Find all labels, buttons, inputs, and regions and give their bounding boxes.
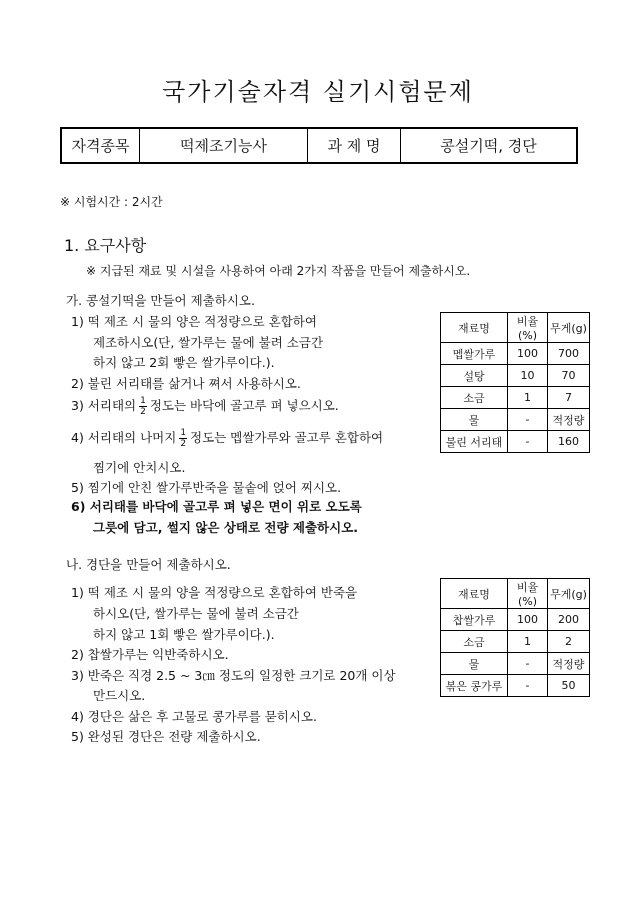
fraction-denominator: 2 <box>180 439 187 449</box>
part-a-item-4-pre: 4) 서리태의 나머지 <box>71 430 177 445</box>
table-cell: 멥쌀가루 <box>441 343 508 365</box>
fraction-numerator: 1 <box>140 396 146 406</box>
fraction-half <box>139 396 147 417</box>
part-b-item-3: 3) 반죽은 직경 2.5 ~ 3㎝ 정도의 일정한 크기로 20개 이상 <box>71 668 396 683</box>
part-b-item-1: 1) 떡 제조 시 물의 양을 적정량으로 혼합하여 반죽을 <box>71 585 358 600</box>
table-cell: 160 <box>548 431 590 453</box>
part-a-item-5: 5) 찜기에 안친 쌀가루반죽을 물솥에 얹어 찌시오. <box>71 480 342 495</box>
table-cell: 볶은 콩가루 <box>441 675 508 697</box>
table-header: 비율(%) <box>508 579 548 609</box>
table-cell: 200 <box>548 609 590 631</box>
table-row <box>441 343 590 365</box>
part-a-item-6: 6) 서리태를 바닥에 골고루 펴 넣은 면이 위로 오도록 <box>71 499 362 514</box>
table-row <box>441 675 590 697</box>
fraction-denominator: 2 <box>140 407 146 417</box>
table-row <box>441 653 590 675</box>
part-a-item-2: 2) 불린 서리태를 삶거나 쪄서 사용하시오. <box>71 376 301 391</box>
table-cell: 소금 <box>441 631 508 653</box>
table-cell: - <box>508 675 548 697</box>
part-a-item-3 <box>71 396 339 417</box>
part-b-item-1-cont: 하시오(단, 쌀가루는 물에 불려 소금간 <box>93 606 299 621</box>
part-a-item-1: 1) 떡 제조 시 물의 양은 적정량으로 혼합하여 <box>71 314 317 329</box>
table-cell: 7 <box>548 387 590 409</box>
table-cell: 물 <box>441 409 508 431</box>
part-a-item-1-cont2: 하지 않고 2회 빻은 쌀가루이다.). <box>93 355 275 370</box>
info-value-qualification: 떡제조기능사 <box>140 128 308 163</box>
table-cell: 2 <box>548 631 590 653</box>
table-cell: 불린 서리태 <box>441 431 508 453</box>
part-b-heading: 나. 경단을 만들어 제출하시오. <box>66 557 231 572</box>
table-header: 재료명 <box>441 579 508 609</box>
table-cell: 50 <box>548 675 590 697</box>
exam-info-table <box>60 127 578 164</box>
table-cell: 찹쌀가루 <box>441 609 508 631</box>
part-b-item-5: 5) 완성된 경단은 전량 제출하시오. <box>71 729 261 744</box>
part-b-item-2: 2) 찹쌀가루는 익반죽하시오. <box>71 647 229 662</box>
part-a-item-4-cont: 찜기에 안치시오. <box>93 460 186 475</box>
table-row <box>441 409 590 431</box>
table-cell: 설탕 <box>441 365 508 387</box>
table-cell: 1 <box>508 631 548 653</box>
requirements-heading: 1. 요구사항 <box>64 236 147 255</box>
fraction-half <box>179 428 187 449</box>
part-a-item-4-post: 정도는 멥쌀가루와 골고루 혼합하여 <box>190 430 384 445</box>
table-cell: - <box>508 409 548 431</box>
part-b-item-1-cont2: 하지 않고 1회 빻은 쌀가루이다.). <box>93 627 275 642</box>
requirements-note: ※ 지급된 재료 및 시설을 사용하여 아래 2가지 작품을 만들어 제출하시오. <box>86 264 471 278</box>
table-cell: 물 <box>441 653 508 675</box>
fraction-numerator: 1 <box>180 428 187 438</box>
page-title: 국가기술자격 실기시험문제 <box>162 78 474 106</box>
table-cell: 적정량 <box>548 653 590 675</box>
part-b-item-4: 4) 경단은 삶은 후 고물로 콩가루를 묻히시오. <box>71 709 317 724</box>
info-value-task: 콩설기떡, 경단 <box>401 128 578 163</box>
table-row <box>441 387 590 409</box>
part-a-item-6-cont: 그릇에 담고, 썰지 않은 상태로 전량 제출하시오. <box>93 520 359 535</box>
table-cell: 1 <box>508 387 548 409</box>
table-cell: - <box>508 431 548 453</box>
table-cell: 10 <box>508 365 548 387</box>
table-header-row <box>441 313 590 343</box>
table-cell: 70 <box>548 365 590 387</box>
info-label-task: 과 제 명 <box>308 128 401 163</box>
table-cell: 100 <box>508 343 548 365</box>
ingredients-table-b <box>440 578 590 697</box>
info-label-qualification: 자격종목 <box>61 128 140 163</box>
table-row <box>441 609 590 631</box>
table-row <box>441 365 590 387</box>
table-cell: 700 <box>548 343 590 365</box>
table-row <box>441 631 590 653</box>
table-header: 재료명 <box>441 313 508 343</box>
table-header: 무게(g) <box>548 313 590 343</box>
part-a-item-3-post: 정도는 바닥에 골고루 펴 넣으시오. <box>149 398 339 413</box>
table-cell: 소금 <box>441 387 508 409</box>
table-header: 무게(g) <box>548 579 590 609</box>
ingredients-table-a <box>440 312 590 453</box>
table-header: 비율(%) <box>508 313 548 343</box>
part-b-item-3-cont: 만드시오. <box>93 688 146 703</box>
table-cell: 100 <box>508 609 548 631</box>
table-cell: 적정량 <box>548 409 590 431</box>
table-row <box>441 431 590 453</box>
part-a-item-1-cont: 제조하시오(단, 쌀가루는 물에 불려 소금간 <box>93 335 324 350</box>
exam-time: ※ 시험시간 : 2시간 <box>60 195 163 209</box>
part-a-item-4 <box>71 428 383 449</box>
table-cell: - <box>508 653 548 675</box>
part-a-item-3-pre: 3) 서리태의 <box>71 398 137 413</box>
table-header-row <box>441 579 590 609</box>
part-a-heading: 가. 콩설기떡을 만들어 제출하시오. <box>66 293 255 308</box>
